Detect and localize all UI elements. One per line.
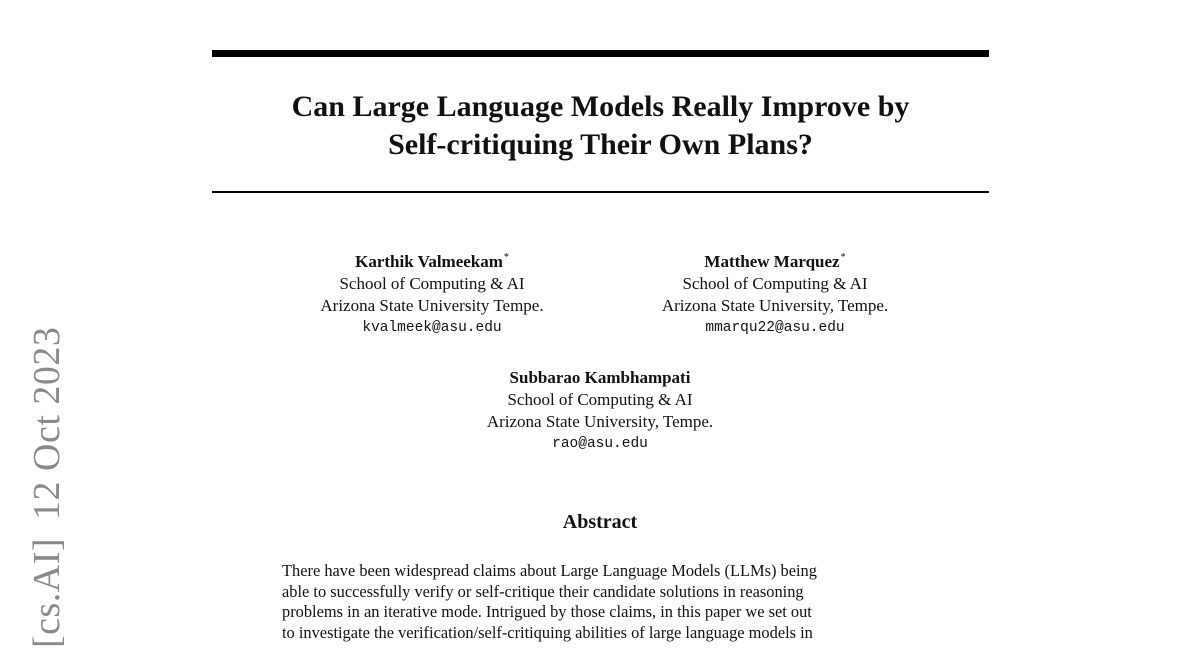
abstract-body	[282, 561, 922, 643]
equal-contribution-mark: *	[840, 252, 846, 263]
author-name: Karthik Valmeekam*	[355, 252, 509, 271]
author-institution: Arizona State University, Tempe.	[486, 412, 714, 431]
abstract-line: to investigate the verification/self-critiquing abilities of large language models in	[282, 622, 813, 642]
author-email: kvalmeek@asu.edu	[362, 320, 502, 336]
author-email: rao@asu.edu	[552, 436, 648, 452]
equal-contribution-mark: *	[503, 252, 509, 263]
paper-title	[212, 88, 989, 164]
author-affiliation: School of Computing & AI	[339, 274, 525, 293]
abstract-line: problems in an iterative mode. Intrigued by those claims, in this paper we set out	[282, 602, 812, 621]
author-affiliation: School of Computing & AI	[507, 390, 693, 409]
title-line: Self-critiquing Their Own Plans?	[388, 128, 813, 161]
abstract-line: There have been widespread claims about Large Language Models (LLMs) being	[282, 561, 817, 580]
arxiv-stamp	[22, 327, 72, 648]
arxiv-category: [cs.AI]	[26, 537, 68, 648]
author-block	[430, 367, 770, 455]
author-name: Subbarao Kambhampati	[509, 368, 691, 387]
abstract-heading: Abstract	[562, 511, 638, 533]
author-block	[605, 247, 945, 339]
title-line: Can Large Language Models Really Improve by	[291, 90, 910, 123]
author-email: mmarqu22@asu.edu	[705, 320, 845, 336]
author-institution: Arizona State University, Tempe.	[661, 296, 889, 315]
author-institution: Arizona State University Tempe.	[320, 296, 544, 315]
top-rule	[212, 50, 989, 57]
author-affiliation: School of Computing & AI	[682, 274, 868, 293]
author-block	[262, 247, 602, 339]
abstract-line: able to successfully verify or self-critique their candidate solutions in reasoning	[282, 581, 804, 601]
author-name: Matthew Marquez*	[704, 252, 846, 271]
bottom-rule	[212, 191, 989, 193]
arxiv-date: 12 Oct 2023	[26, 326, 68, 520]
